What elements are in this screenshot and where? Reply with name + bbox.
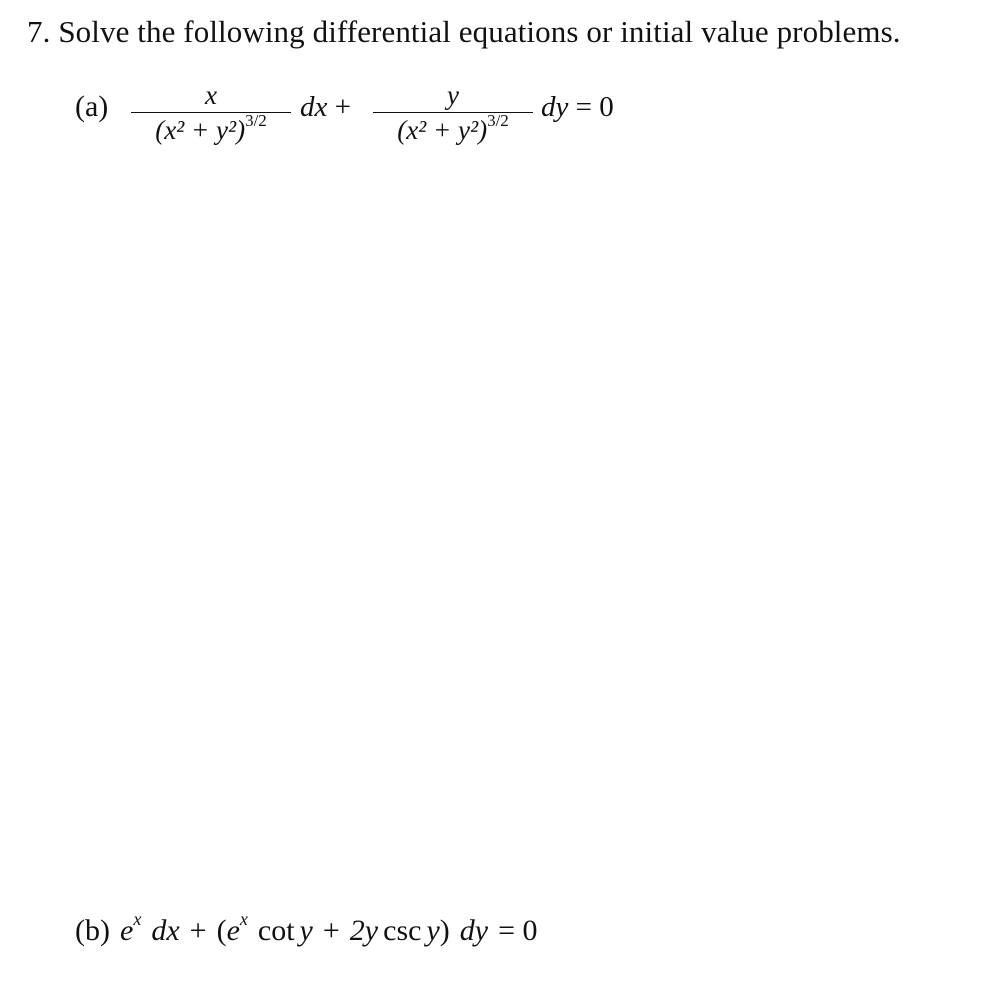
differential-dx: dx [300, 91, 328, 123]
variable-y: y [299, 914, 313, 947]
problem-number: 7. [27, 14, 51, 49]
differential-dy: dy [459, 914, 489, 947]
term-2y: 2y [349, 914, 379, 947]
equals-zero: = 0 [498, 914, 538, 947]
csc-function: csc [383, 914, 422, 947]
dx-plus [300, 91, 351, 124]
fraction-1 [131, 80, 291, 145]
fraction-2-denominator [373, 111, 533, 145]
exp-base: e [119, 914, 134, 947]
plus-sign-2: + [322, 914, 340, 947]
part-a-label: (a) [75, 90, 109, 123]
fraction-2-bar [373, 112, 533, 113]
variable-y-2: y [426, 914, 440, 947]
close-paren: ) [439, 914, 450, 947]
fraction-1-bar [131, 112, 291, 113]
plus-sign: + [334, 91, 351, 123]
problem-instruction: Solve the following differential equations or initial value problems. [58, 14, 901, 49]
open-paren: ( [216, 914, 227, 947]
fraction-2 [373, 80, 533, 145]
fraction-2-exponent: 3/2 [487, 111, 509, 130]
exp-power-2: x [239, 909, 248, 929]
fraction-1-denominator-base: (x² + y²) [155, 115, 246, 145]
cot-function: cot [257, 914, 295, 947]
plus-sign: + [189, 914, 207, 947]
part-b-label: (b) [75, 914, 110, 947]
exp-power: x [133, 909, 142, 929]
differential-dx: dx [151, 914, 180, 947]
fraction-2-denominator-base: (x² + y²) [397, 115, 488, 145]
equals-zero: = 0 [575, 91, 614, 123]
fraction-1-numerator: x [205, 80, 217, 110]
part-a-equation [75, 80, 675, 150]
problem-heading [27, 14, 901, 50]
fraction-2-numerator: y [447, 80, 459, 110]
fraction-1-denominator [131, 111, 291, 145]
fraction-1-exponent: 3/2 [245, 111, 267, 130]
dy-equals [541, 91, 614, 124]
differential-dy: dy [541, 91, 569, 123]
part-b-equation [75, 909, 538, 948]
exp-base-2: e [226, 914, 240, 947]
